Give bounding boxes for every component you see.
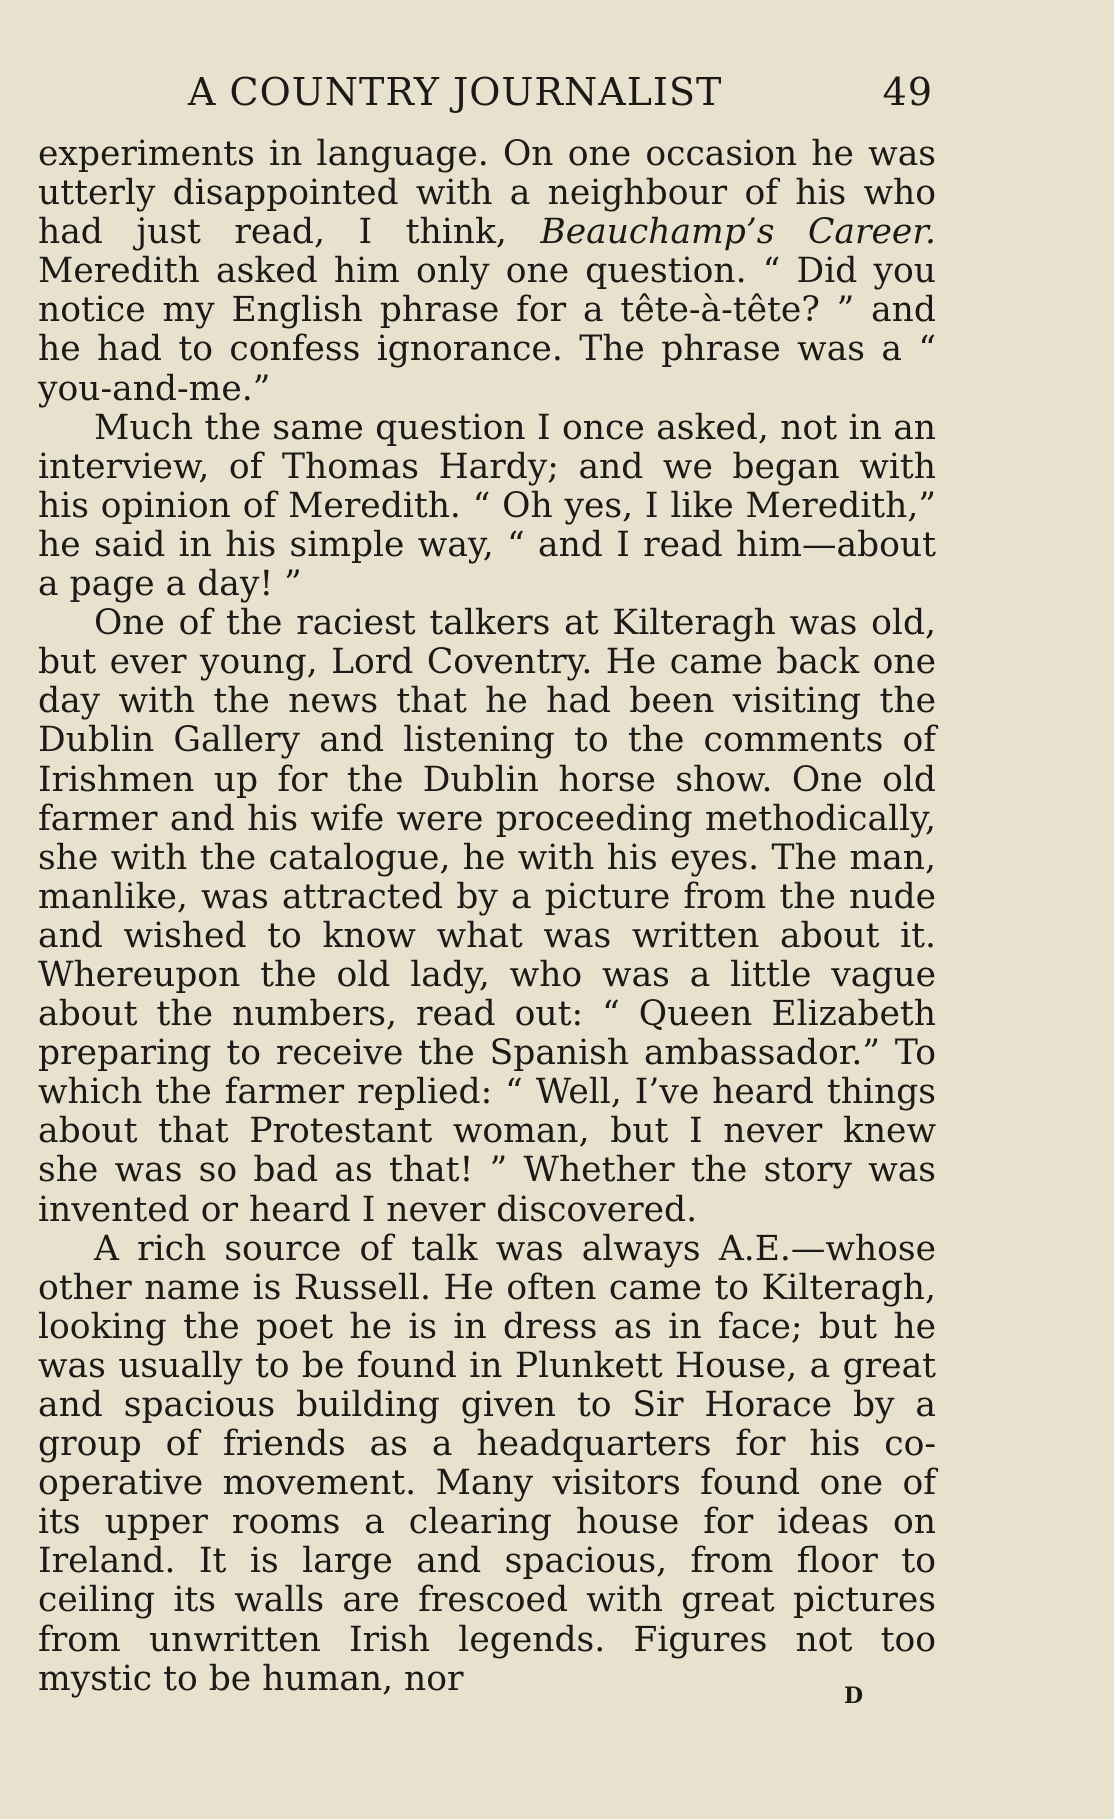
paragraph-4: A rich source of talk was always A.E.—whose other name is Russell. He often came to Kilteragh, looking the poet he is in dress as in face; but he was usually to be found in Plunkett House, a great and spacious building given to Sir Horace by a group of friends as a headquarters for his co-operative movement. Many visitors found one of its upper rooms a clearing house for ideas on Ireland. It is large and spacious, from floor to ceiling its walls are frescoed with great pictures from unwritten Irish legends. Figures not too mystic to be human, nor [38,1228,936,1699]
paragraph-1-text-a: experiments in language. On one occasion he was utterly disappointed with a neighbour of his who had just read, I think, [38,134,936,253]
paragraph-1-text-b: Meredith asked him only one question. “ Did you notice my English phrase for a tête-à-tête? ” and he had to confess ignorance. The phrase was a “ you-and-me.” [38,251,936,409]
paragraph-2: Much the same question I once asked, not in an interview, of Thomas Hardy; and we began with his opinion of Meredith. “ Oh yes, I like Meredith,” he said in his simple way, “ and I read him—about a page a day! ” [38,407,936,605]
body-text [38,135,936,1699]
signature-mark: D [844,1683,864,1709]
running-title: A COUNTRY JOURNALIST [188,70,723,114]
paragraph-1 [38,135,936,409]
paragraph-3: One of the raciest talkers at Kilteragh was old, but ever young, Lord Coventry. He came back one day with the news that he had been visiting the Dublin Gallery and listening to the comments of Irishmen up for the Dublin horse show. One old farmer and his wife were proceeding methodically, she with the catalogue, he with his eyes. The man, manlike, was attracted by a picture from the nude and wished to know what was written about it. Whereupon the old lady, who was a little vague about the numbers, read out: “ Queen Elizabeth preparing to receive the Spanish ambassador.” To which the farmer replied: “ Well, I’ve heard things about that Protestant woman, but I never knew she was so bad as that! ” Whether the story was invented or heard I never discovered. [38,603,936,1230]
book-title-italic: Beauchamp’s Career. [540,212,936,253]
running-header [188,66,933,118]
page-number: 49 [882,70,933,114]
